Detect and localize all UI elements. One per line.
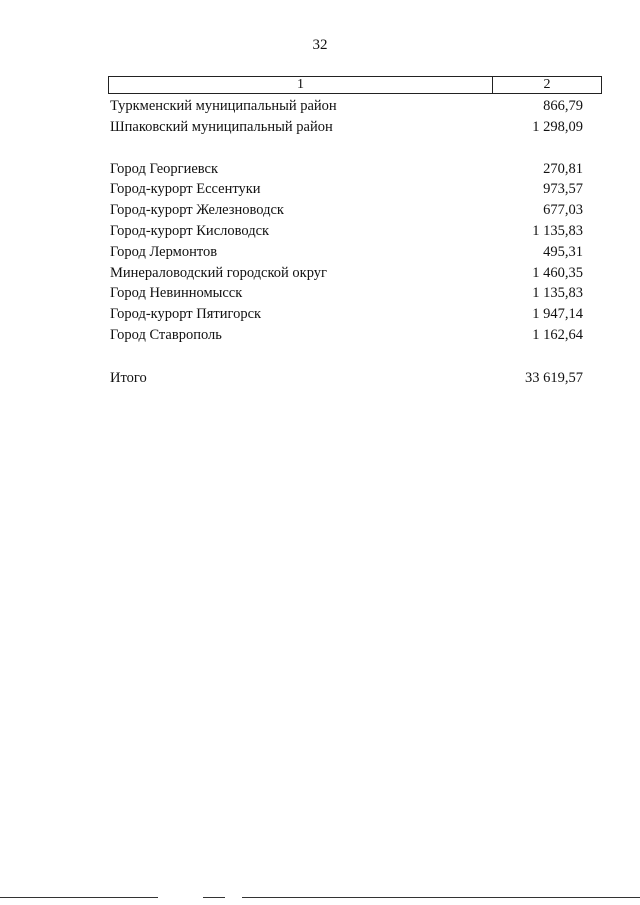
row-label: Город Лермонтов [110, 243, 218, 260]
row-value: 1 947,14 [532, 306, 583, 323]
row-value: 1 135,83 [532, 222, 583, 239]
row-value: 1 162,64 [532, 326, 583, 343]
row-label: Город-курорт Ессентуки [110, 181, 261, 198]
row-label: Город Ставрополь [110, 326, 222, 343]
row-value: 495,31 [543, 243, 583, 260]
table-row [110, 263, 583, 284]
total-label: Итого [110, 370, 147, 386]
row-value: 866,79 [543, 98, 583, 114]
row-value: 270,81 [543, 160, 583, 177]
table-row [110, 117, 583, 138]
table-header-col1: 1 [109, 77, 493, 93]
table-row [110, 242, 583, 263]
row-label: Город-курорт Кисловодск [110, 222, 270, 239]
total-value: 33 619,57 [525, 370, 583, 386]
footer-rule-left [0, 897, 158, 898]
row-label: Минераловодский городской округ [110, 264, 327, 281]
table-body [110, 96, 583, 346]
row-label: Шпаковский муниципальный район [110, 118, 333, 135]
row-value: 1 460,35 [532, 264, 583, 281]
table-header-col2: 2 [543, 77, 551, 92]
row-value: 973,57 [543, 181, 583, 198]
table-row [110, 179, 583, 200]
row-label: Туркменский муниципальный район [110, 98, 337, 114]
row-value: 1 298,09 [532, 118, 583, 135]
table-row [110, 159, 583, 180]
footer-rule-dash [203, 897, 225, 898]
table-row [110, 200, 583, 221]
total-row [110, 368, 583, 388]
footer-rule-right [242, 897, 640, 898]
page-number: 32 [312, 37, 328, 53]
row-value: 1 135,83 [532, 285, 583, 302]
table-row [110, 221, 583, 242]
row-label: Город-курорт Железноводск [110, 202, 284, 219]
table-header [108, 76, 602, 94]
row-label: Город-курорт Пятигорск [110, 306, 262, 323]
table-row [110, 304, 583, 325]
table-row [110, 325, 583, 346]
row-value: 677,03 [543, 202, 583, 219]
group-separator [110, 138, 583, 159]
row-label: Город Георгиевск [110, 160, 219, 177]
row-label: Город Невинномысск [110, 285, 243, 302]
table-row [110, 283, 583, 304]
table-row [110, 96, 583, 117]
